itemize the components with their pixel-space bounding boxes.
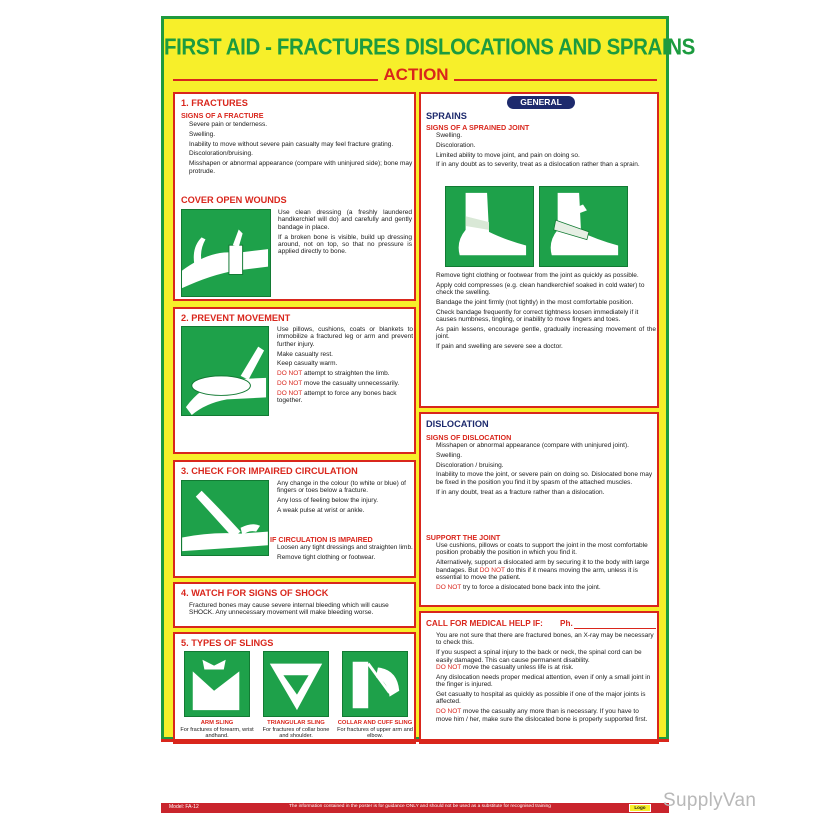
medical-help-panel bbox=[419, 611, 659, 744]
list-item: Swelling. bbox=[189, 130, 216, 138]
list-item: Limited ability to move joint, and pain on doing so. bbox=[436, 151, 580, 159]
footer-disclaimer: The information contained in the poster is for guidance ONLY and should not be used as a substitute for recognised training bbox=[289, 804, 551, 809]
do-not-label: DO NOT bbox=[277, 380, 303, 387]
collar-cuff-sling-illustration bbox=[342, 651, 408, 717]
list-item: Check bandage frequently for correct tightness loosen immediately if it causes numbness, tingling, or inability to move fingers and toes. bbox=[436, 308, 639, 324]
do-not-label: DO NOT bbox=[479, 566, 505, 574]
cover-wounds-para: Use clean dressing (a freshly laundered handkerchief will do) and carefully and gently bandage in place. bbox=[278, 209, 412, 231]
poster-title: FIRST AID - FRACTURES DISLOCATIONS AND SPRAINS bbox=[164, 34, 695, 61]
list-item: Misshapen or abnormal appearance (compare with uninjured side); bone may protrude. bbox=[189, 160, 413, 175]
do-not-label: DO NOT bbox=[277, 389, 303, 397]
list-item: Any loss of feeling below the injury. bbox=[277, 497, 379, 505]
list-item: Loosen any tight dressings and straighten limb. bbox=[277, 544, 413, 551]
splint-leg-icon bbox=[182, 327, 268, 415]
warning-item bbox=[277, 380, 413, 387]
arm-sling-desc: For fractures of forearm, wrist andhand. bbox=[180, 727, 254, 740]
do-not-label: DO NOT bbox=[436, 583, 462, 591]
arm-sling-label: ARM SLING bbox=[200, 720, 234, 726]
collar-cuff-sling-desc: For fractures of upper arm and elbow. bbox=[337, 727, 413, 740]
support-text: do this if it means moving the arm, unless it is essential to move the patient. bbox=[436, 566, 638, 582]
list-item: Remove tight clothing or footwear from the joint as quickly as possible. bbox=[436, 272, 639, 279]
list-item: Inability to move without severe pain casualty may feel fracture grating. bbox=[189, 140, 394, 148]
phone-line bbox=[574, 628, 656, 629]
splinted-leg-illustration bbox=[181, 326, 269, 416]
footer-model: Model: FA-12 bbox=[169, 804, 199, 810]
list-item: Remove tight clothing or footwear. bbox=[277, 553, 376, 561]
warning-item bbox=[277, 370, 413, 377]
triangular-sling-label: TRIANGULAR SLING bbox=[267, 720, 325, 726]
list-item: Use pillows, cushions, coats or blankets to immobilize a fractured leg or arm and prevent further injury. bbox=[277, 326, 413, 348]
circulation-panel bbox=[173, 460, 416, 578]
wrist-pulse-illustration bbox=[181, 480, 269, 556]
list-item: Any dislocation needs proper medical attention, even if only a small joint in the finger is injured. bbox=[436, 673, 651, 689]
list-item: As pain lessens, encourage gentle, gradually increasing movement of the joint. bbox=[436, 326, 656, 341]
action-label: ACTION bbox=[378, 65, 454, 85]
triangular-sling-icon bbox=[264, 652, 328, 716]
triangular-sling-illustration bbox=[263, 651, 329, 717]
warning-text: move the casualty unnecessarily. bbox=[302, 380, 400, 387]
collar-cuff-sling-icon bbox=[343, 652, 407, 716]
footer-logo: Logo bbox=[629, 804, 651, 812]
list-item: Swelling. bbox=[436, 132, 463, 139]
sprain-signs-list bbox=[436, 132, 656, 171]
fracture-signs-list bbox=[189, 121, 415, 177]
circulation-text bbox=[277, 480, 413, 517]
medical-text: If you suspect a spinal injury to the back or neck, the spinal cord can be easily damaged. This can cause permanent disability. bbox=[436, 649, 642, 664]
list-item: Swelling. bbox=[436, 451, 463, 459]
support-joint-heading: SUPPORT THE JOINT bbox=[426, 533, 501, 542]
list-item: Make casualty rest. bbox=[277, 350, 333, 358]
list-item: You are not sure that there are fractured bones, an X-ray may be necessary to check this. bbox=[436, 632, 654, 647]
circulation-heading: 3. CHECK FOR IMPAIRED CIRCULATION bbox=[181, 466, 358, 476]
general-badge: GENERAL bbox=[507, 96, 575, 109]
shock-text: Fractured bones may cause severe internal bleeding which will cause SHOCK. Any unnecessary movement will make bleeding worse. bbox=[189, 602, 389, 617]
list-item: Any change in the colour (to white or blue) of fingers or toes below a fracture. bbox=[277, 480, 406, 495]
list-item: Bandage the joint firmly (not tightly) in the most comfortable position. bbox=[436, 299, 634, 306]
list-item: Discoloration / bruising. bbox=[436, 461, 504, 469]
dislocation-heading: DISLOCATION bbox=[426, 419, 489, 429]
bandaged-arm-illustration bbox=[181, 209, 271, 297]
ankle-bandage-icon bbox=[540, 187, 627, 266]
list-item bbox=[436, 584, 656, 591]
triangular-sling-desc: For fractures of collar bone and shoulder. bbox=[262, 727, 330, 740]
cover-wounds-text bbox=[278, 209, 412, 258]
list-item bbox=[436, 649, 656, 671]
support-text: try to force a dislocated bone back into the joint. bbox=[461, 583, 601, 591]
list-item: Misshapen or abnormal appearance (compare with uninjured joint). bbox=[436, 442, 629, 449]
footer-bar bbox=[161, 803, 669, 813]
cover-wounds-para: If a broken bone is visible, build up dressing around, not on top, so that no pressure is applied directly to bone. bbox=[278, 233, 412, 256]
warning-item bbox=[277, 390, 413, 405]
ankle-foot-icon bbox=[446, 187, 533, 266]
list-item: Severe pain or tenderness. bbox=[189, 121, 268, 128]
shock-heading: 4. WATCH FOR SIGNS OF SHOCK bbox=[181, 588, 329, 598]
list-item bbox=[436, 559, 656, 581]
warning-text: attempt to force any bones back together. bbox=[277, 389, 397, 405]
list-item bbox=[436, 708, 656, 723]
poster bbox=[161, 16, 695, 740]
support-joint-text bbox=[436, 542, 656, 594]
ankle-bandage-illustration-1 bbox=[445, 186, 534, 267]
fractures-heading: 1. FRACTURES bbox=[181, 98, 248, 108]
list-item: If pain and swelling are severe see a doctor. bbox=[436, 343, 563, 351]
prevent-movement-heading: 2. PREVENT MOVEMENT bbox=[181, 313, 291, 323]
list-item: Discoloration. bbox=[436, 141, 476, 149]
collar-cuff-sling-label: COLLAR AND CUFF SLING bbox=[337, 720, 413, 726]
list-item: If in any doubt, treat as a fracture rather than a dislocation. bbox=[436, 488, 605, 496]
medical-help-heading: CALL FOR MEDICAL HELP IF: bbox=[426, 619, 543, 628]
list-item: Apply cold compresses (e.g. clean handkerchief soaked in cold water) to check the swelling. bbox=[436, 281, 645, 297]
list-item: If in any doubt as to severity, treat as a dislocation rather than a sprain. bbox=[436, 161, 640, 169]
pulse-hand-icon bbox=[182, 481, 268, 555]
fractures-panel bbox=[173, 92, 416, 301]
sprains-panel bbox=[419, 92, 659, 408]
dislocation-panel bbox=[419, 412, 659, 607]
warning-text: attempt to straighten the limb. bbox=[302, 370, 390, 378]
cover-wounds-heading: COVER OPEN WOUNDS bbox=[181, 195, 287, 205]
medical-text: move the casualty unless life is at risk. bbox=[461, 664, 574, 672]
sprain-signs-heading: SIGNS OF A SPRAINED JOINT bbox=[426, 123, 530, 132]
support-text: Alternatively, support a dislocated arm by securing it to the body with large bandages. But bbox=[436, 559, 650, 574]
sprain-steps-list bbox=[436, 272, 656, 353]
shock-panel bbox=[173, 582, 416, 628]
list-item: A weak pulse at wrist or ankle. bbox=[277, 507, 365, 514]
poster-bottom-strip bbox=[161, 739, 669, 742]
watermark: SupplyVan bbox=[663, 790, 757, 811]
ankle-bandage-illustration-2 bbox=[539, 186, 628, 267]
phone-label: Ph. bbox=[560, 619, 573, 628]
do-not-label: DO NOT bbox=[436, 708, 462, 716]
slings-heading: 5. TYPES OF SLINGS bbox=[181, 638, 274, 648]
arm-sling-icon bbox=[185, 652, 249, 716]
slings-panel bbox=[173, 632, 416, 744]
list-item: Discoloration/bruising. bbox=[189, 150, 253, 158]
medical-help-text bbox=[436, 632, 656, 725]
dislocation-signs-list bbox=[436, 442, 656, 498]
circulation-impaired-heading: IF CIRCULATION IS IMPAIRED bbox=[270, 535, 373, 544]
medical-text: move the casualty any more than is necessary. If you have to move him / her, make sure the dislocated bone is properly supported first. bbox=[436, 708, 648, 723]
bandage-arm-icon bbox=[182, 210, 270, 296]
do-not-label: DO NOT bbox=[436, 664, 462, 672]
prevent-movement-panel bbox=[173, 307, 416, 454]
dislocation-signs-heading: SIGNS OF DISLOCATION bbox=[426, 433, 512, 442]
list-item: Use cushions, pillows or coats to support the joint in the most comfortable position probably the position in which you find it. bbox=[436, 542, 648, 557]
arm-sling-illustration bbox=[184, 651, 250, 717]
circulation-impaired-text bbox=[277, 544, 413, 564]
list-item: Inability to move the joint, or severe pain on doing so. Dislocated bone may be fixed in the position you find it by spasm of the attached muscles. bbox=[436, 471, 653, 486]
do-not-label: DO NOT bbox=[277, 370, 303, 378]
fracture-signs-heading: SIGNS OF A FRACTURE bbox=[181, 111, 264, 120]
prevent-movement-text bbox=[277, 326, 413, 407]
list-item: Keep casualty warm. bbox=[277, 360, 338, 368]
sprains-heading: SPRAINS bbox=[426, 111, 467, 121]
list-item: Get casualty to hospital as quickly as possible if one of the major joints is affected. bbox=[436, 691, 646, 706]
